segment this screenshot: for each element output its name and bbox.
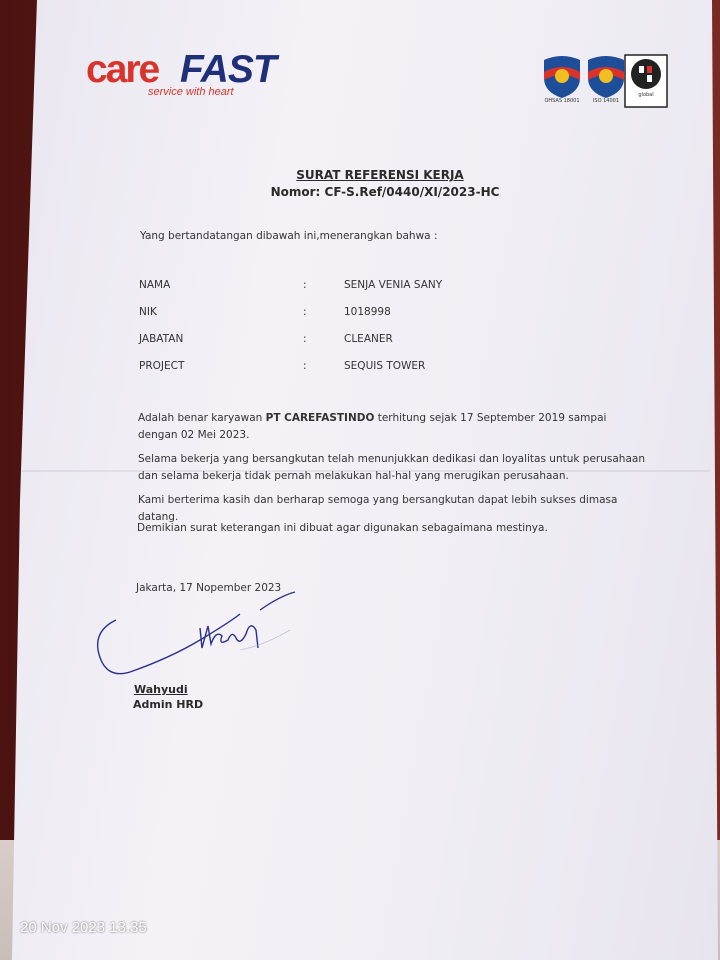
- signer-role: Admin HRD: [133, 698, 204, 711]
- field-colon: :: [303, 306, 307, 318]
- field-colon: :: [303, 279, 307, 291]
- field-colon: :: [303, 333, 307, 345]
- company-logo: [86, 50, 326, 104]
- signer-name: Wahyudi: [134, 683, 188, 696]
- logo-care-text: care: [86, 48, 159, 91]
- paragraph-thanks: Kami berterima kasih dan berharap semoga yang bersangkutan dapat lebih sukses dimasa datang.: [138, 494, 618, 523]
- field-colon: :: [303, 360, 307, 372]
- logo-tagline: service with heart: [148, 86, 234, 98]
- field-row-nik: [139, 306, 559, 322]
- iso-cert-label: ISO 14001: [592, 98, 620, 104]
- paragraph-employment: [138, 410, 648, 444]
- photo-timestamp: 20 Nov 2023 13.35: [20, 919, 147, 936]
- field-value: 1018998: [344, 306, 391, 318]
- global-cert-badge: [624, 54, 668, 112]
- company-name-bold: PT CAREFASTINDO: [265, 412, 375, 424]
- para1-text-a: Adalah benar karyawan: [138, 412, 266, 424]
- ohsas-cert-label: OHSAS 18001: [544, 98, 580, 104]
- iso-shield-icon: [584, 54, 628, 98]
- ohsas-shield-icon: [540, 54, 584, 98]
- field-label: NIK: [139, 306, 157, 318]
- field-label: JABATAN: [139, 333, 184, 345]
- handwritten-signature: [90, 590, 310, 690]
- paragraph-dedication: Selama bekerja yang bersangkutan telah menunjukkan dedikasi dan loyalitas untuk perusahaan dan selama bekerja tidak pernah melakukan hal-hal yang merugikan perusahaan.: [138, 453, 645, 482]
- field-value: SEQUIS TOWER: [344, 360, 426, 372]
- letter-number: Nomor: CF-S.Ref/0440/XI/2023-HC: [270, 185, 500, 199]
- letter-intro: Yang bertandatangan dibawah ini,menerangkan bahwa :: [140, 230, 438, 242]
- letter-title: SURAT REFERENSI KERJA: [296, 168, 464, 182]
- field-row-nama: [139, 279, 559, 295]
- paragraph-closing: Demikian surat keterangan ini dibuat agar digunakan sebagaimana mestinya.: [137, 522, 548, 534]
- city-date: Jakarta, 17 Nopember 2023: [136, 582, 282, 594]
- field-value: CLEANER: [344, 333, 393, 345]
- global-cert-label: global: [638, 92, 654, 98]
- ohsas-cert-badge: [540, 54, 584, 102]
- field-row-project: [139, 360, 559, 376]
- logo-fast-text: FAST: [180, 48, 276, 91]
- para1-text-b: terhitung sejak 17 September 2019 sampai dengan 02 Mei 2023.: [138, 412, 607, 441]
- field-label: NAMA: [139, 279, 171, 291]
- global-cert-icon: [624, 54, 668, 108]
- certification-logos: [540, 54, 672, 112]
- iso-cert-badge: [584, 54, 628, 102]
- field-label: PROJECT: [139, 360, 185, 372]
- field-row-jabatan: [139, 333, 559, 349]
- field-value: SENJA VENIA SANY: [344, 279, 443, 291]
